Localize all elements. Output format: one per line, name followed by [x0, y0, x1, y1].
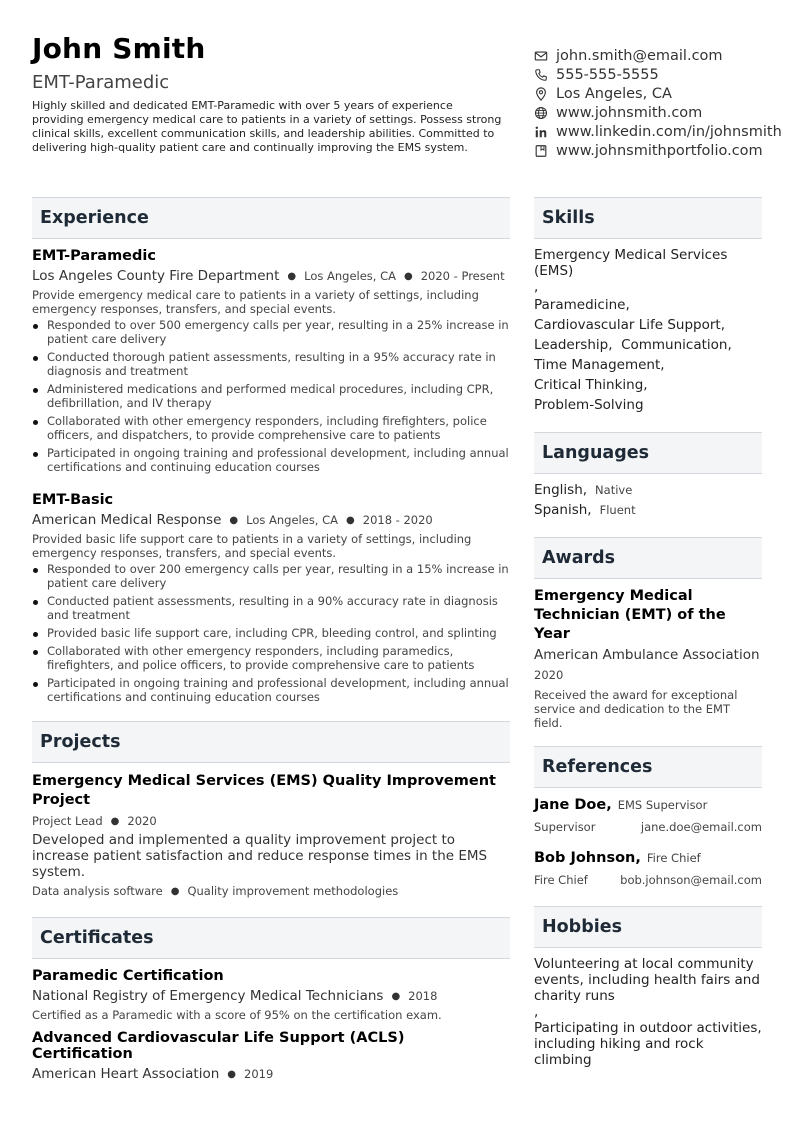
hobby-item: Participating in outdoor activities, including hiking and rock climbing	[534, 1020, 762, 1068]
certificate-year: 2019	[244, 1067, 274, 1081]
contact-linkedin-text: www.linkedin.com/in/johnsmith	[556, 123, 782, 140]
list-item: Collaborated with other emergency responders, including paramedics, firefighters, and police officers, to provide comprehensive care to patients	[32, 644, 510, 672]
hobbies-heading: Hobbies	[534, 906, 762, 948]
reference-role: EMS Supervisor	[617, 798, 708, 812]
project-meta	[32, 814, 510, 828]
certificate-entry-1	[32, 968, 510, 1022]
list-item: Collaborated with other emergency responders, including firefighters, police officers, and dispatchers, to provide comprehensive care to patients	[32, 414, 510, 442]
resume-summary: Highly skilled and dedicated EMT-Paramedic with over 5 years of experience providing emergency medical care to patients in a variety of settings. Possess strong clinical skills, excellent communication skills, and leadership abilities. Committed to delivering high-quality patient care and continually improving the EMS system.	[32, 99, 502, 154]
award-year: 2020	[534, 668, 564, 682]
contact-email-text: john.smith@email.com	[556, 47, 723, 64]
job-description: Provided basic life support care to patients in a variety of settings, including emergency responses, transfers, and special events.	[32, 532, 472, 560]
resume-name: John Smith	[32, 32, 206, 65]
mail-icon	[534, 49, 548, 63]
language-item	[534, 500, 762, 520]
reference-details	[534, 820, 762, 834]
globe-icon	[534, 106, 548, 120]
hobby-item: Volunteering at local community events, including health fairs and charity runs	[534, 956, 760, 1004]
separator-dot: ●	[287, 270, 297, 282]
hobbies-list	[534, 956, 762, 1068]
separator-dot: ●	[391, 990, 401, 1002]
certificates-heading: Certificates	[32, 917, 510, 959]
left-column	[32, 197, 510, 1082]
reference-entry-2	[534, 850, 762, 887]
separator-dot: ●	[346, 514, 355, 526]
reference-position: Fire Chief	[534, 873, 588, 887]
language-level: Native	[595, 483, 633, 497]
award-title: Emergency Medical Technician (EMT) of the Year	[534, 588, 726, 642]
job-title: EMT-Basic	[32, 492, 114, 508]
contact-linkedin[interactable]	[534, 122, 782, 141]
reference-position: Supervisor	[534, 820, 596, 834]
project-tool: Quality improvement methodologies	[187, 884, 399, 898]
contact-email[interactable]	[534, 46, 782, 65]
language-item	[534, 480, 762, 500]
job-company: American Medical Response	[32, 512, 222, 528]
skill-item: Leadership, Communication,	[534, 337, 732, 353]
project-entry	[32, 772, 510, 898]
project-tools	[32, 884, 510, 898]
skill-separator: ,	[534, 279, 539, 295]
reference-email[interactable]: jane.doe@email.com	[640, 820, 762, 834]
certificate-title: Paramedic Certification	[32, 968, 224, 984]
contact-portfolio-text: www.johnsmithportfolio.com	[556, 142, 763, 159]
certificate-meta	[32, 988, 510, 1004]
skill-item: Time Management,	[534, 357, 665, 373]
experience-entry-1	[32, 248, 510, 474]
resume-title: EMT-Paramedic	[32, 72, 170, 93]
list-item: Responded to over 200 emergency calls per year, resulting in a 15% increase in patient care delivery	[32, 562, 510, 590]
contact-phone[interactable]	[534, 65, 782, 84]
certificate-issuer: National Registry of Emergency Medical Technicians	[32, 988, 384, 1004]
language-name: Spanish,	[534, 502, 592, 518]
job-location: Los Angeles, CA	[246, 513, 339, 527]
reference-name	[534, 850, 762, 866]
languages-heading: Languages	[534, 432, 762, 474]
list-item: Conducted patient assessments, resulting in a 90% accuracy rate in diagnosis and treatment	[32, 594, 510, 622]
skill-item: Critical Thinking,	[534, 377, 648, 393]
job-company: Los Angeles County Fire Department	[32, 268, 280, 284]
list-item: Conducted thorough patient assessments, resulting in a 95% accuracy rate in diagnosis and treatment	[32, 350, 510, 378]
certificate-entry-2	[32, 1030, 510, 1082]
experience-entry-2	[32, 492, 510, 704]
award-description: Received the award for exceptional service and dedication to the EMT field.	[534, 688, 738, 730]
experience-heading: Experience	[32, 197, 510, 239]
contact-location-text: Los Angeles, CA	[556, 85, 672, 102]
list-item: Responded to over 500 emergency calls per year, resulting in a 25% increase in patient care delivery	[32, 318, 510, 346]
skill-item: Cardiovascular Life Support,	[534, 317, 726, 333]
projects-heading: Projects	[32, 721, 510, 763]
location-icon	[534, 87, 548, 101]
skills-heading: Skills	[534, 197, 762, 239]
language-name: English,	[534, 482, 588, 498]
separator-dot: ●	[404, 270, 413, 282]
reference-details	[534, 873, 762, 887]
list-item: Participated in ongoing training and professional development, including annual certifications and continuing education courses	[32, 446, 510, 474]
job-location: Los Angeles, CA	[304, 269, 396, 283]
certificate-title: Advanced Cardiovascular Life Support (ACLS) Certification	[32, 1030, 405, 1062]
skill-item: Paramedicine,	[534, 297, 630, 313]
hobby-separator: ,	[534, 1004, 539, 1020]
language-level: Fluent	[599, 503, 636, 517]
job-bullets	[32, 562, 510, 704]
contact-list	[534, 46, 782, 160]
reference-person: Bob Johnson,	[534, 850, 641, 866]
skill-item: Problem-Solving	[534, 397, 644, 413]
contact-website-text: www.johnsmith.com	[556, 104, 703, 121]
awards-heading: Awards	[534, 537, 762, 579]
list-item: Administered medications and performed medical procedures, including CPR, defibrillation, and IV therapy	[32, 382, 510, 410]
contact-website[interactable]	[534, 103, 782, 122]
certificate-description: Certified as a Paramedic with a score of 95% on the certification exam.	[32, 1008, 442, 1022]
reference-email[interactable]: bob.johnson@email.com	[620, 873, 762, 887]
job-dates: 2020 - Present	[420, 269, 505, 283]
list-item: Provided basic life support care, including CPR, bleeding control, and splinting	[32, 626, 510, 640]
right-column	[534, 197, 762, 1068]
separator-dot: ●	[229, 514, 239, 526]
job-description: Provide emergency medical care to patients in a variety of settings, including emergency responses, transfers, and special events.	[32, 288, 479, 316]
portfolio-icon	[534, 144, 548, 158]
project-description: Developed and implemented a quality improvement project to increase patient satisfaction and reduce response times in the EMS system.	[32, 832, 488, 880]
job-meta	[32, 268, 510, 284]
reference-role: Fire Chief	[646, 851, 701, 865]
linkedin-icon	[534, 125, 548, 139]
job-title: EMT-Paramedic	[32, 248, 156, 264]
project-year: 2020	[127, 814, 157, 828]
contact-location	[534, 84, 782, 103]
skill-item: Emergency Medical Services (EMS)	[534, 247, 728, 279]
project-title: Emergency Medical Services (EMS) Quality Improvement Project	[32, 773, 496, 808]
award-org: American Ambulance Association	[534, 647, 760, 663]
reference-person: Jane Doe,	[534, 797, 612, 813]
job-bullets	[32, 318, 510, 474]
references-heading: References	[534, 746, 762, 788]
job-dates: 2018 - 2020	[362, 513, 433, 527]
certificate-meta	[32, 1066, 510, 1082]
separator-dot: ●	[110, 815, 120, 827]
certificate-issuer: American Heart Association	[32, 1066, 220, 1082]
languages-list	[534, 480, 762, 520]
skills-list	[534, 247, 762, 415]
certificate-year: 2018	[408, 989, 438, 1003]
reference-entry-1	[534, 797, 762, 834]
project-role: Project Lead	[32, 814, 103, 828]
contact-portfolio[interactable]	[534, 141, 782, 160]
job-meta	[32, 512, 510, 528]
phone-icon	[534, 68, 548, 82]
award-entry	[534, 587, 762, 730]
list-item: Participated in ongoing training and professional development, including annual certifications and continuing education courses	[32, 676, 510, 704]
separator-dot: ●	[227, 1068, 237, 1080]
contact-phone-text: 555-555-5555	[556, 66, 659, 83]
reference-name	[534, 797, 762, 813]
project-tool: Data analysis software	[32, 884, 163, 898]
separator-dot: ●	[170, 885, 180, 897]
